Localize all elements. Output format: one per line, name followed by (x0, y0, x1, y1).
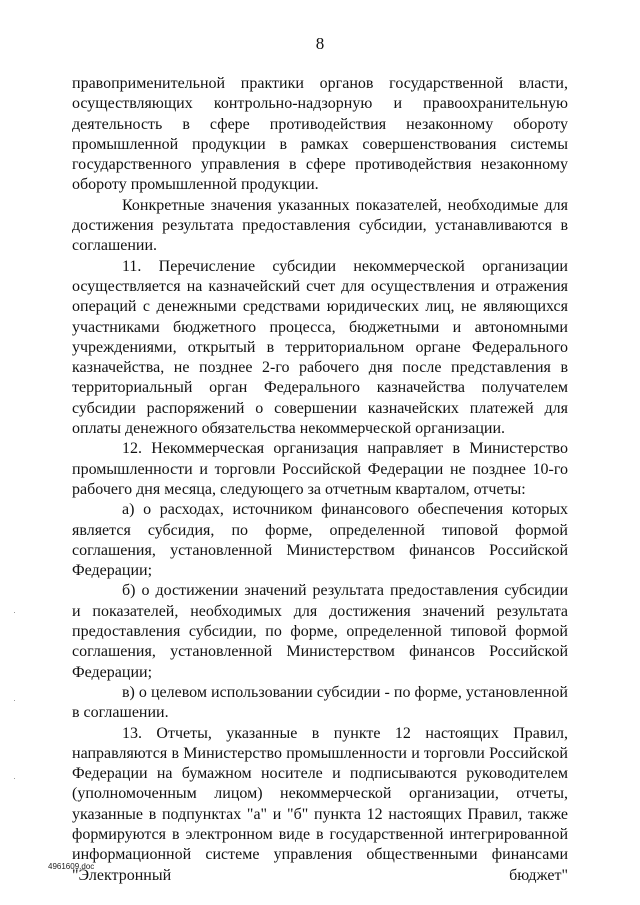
scan-mark (14, 612, 15, 613)
paragraph-clause-11: 11. Перечисление субсидии некоммерческой организации осуществляется на казначейский счет для осуществления и отражения операций с денежными средствами юридических лиц, не являющихся участниками бюджетного процесса, бюджетными и автономными учреждениями, открытый в территориальном органе Федерального казначейства, не позднее 2-го рабочего дня после представления в территориальный орган Федерального казначейства получателем субсидии распоряжений о совершении казначейских платежей для оплаты денежного обязательства некоммерческой организации. (72, 257, 568, 438)
document-file-code: 4961609.doc (48, 862, 95, 871)
paragraph-subclause-v: в) о целевом использовании субсидии - по форме, установленной в соглашении. (72, 683, 568, 722)
scan-mark (14, 778, 15, 779)
paragraph-subclause-b: б) о достижении значений результата предоставления субсидии и показателей, необходимых для достижения значений результата предоставления субсидии, по форме, определенной типовой формой соглашения, установленной Министерством финансов Российской Федерации; (72, 582, 568, 681)
paragraph-clause-13: 13. Отчеты, указанные в пункте 12 настоящих Правил, направляются в Министерство промышленности и торговли Российской Федерации на бумажном носителе и подписываются руководителем (уполномоченным лицом) некоммерческой организации, отчеты, указанные в подпунктах "а" и "б" пункта 12 настоящих Правил, также формируются в электронном виде в государственной интегрированной информационной системе управления общественными финансами "Электронный бюджет" (72, 724, 568, 884)
document-body (72, 74, 568, 886)
paragraph-continuation: правоприменительной практики органов государственной власти, осуществляющих контрольно-надзорную и правоохранительную деятельность в сфере противодействия незаконному обороту промышленной продукции в рамках совершенствования системы государственного управления в сфере противодействия незаконному обороту промышленной продукции. (72, 75, 568, 194)
scan-mark (14, 700, 15, 701)
paragraph-subclause-a: а) о расходах, источником финансового обеспечения которых является субсидия, по форме, определенной типовой формой соглашения, установленной Министерством финансов Российской Федерации; (72, 501, 568, 580)
page-number: 8 (315, 34, 325, 53)
paragraph-indicator-values: Конкретные значения указанных показателей, необходимые для достижения результата предоставления субсидии, устанавливаются в соглашении. (72, 196, 568, 255)
paragraph-clause-12: 12. Некоммерческая организация направляет в Министерство промышленности и торговли Российской Федерации не позднее 10-го рабочего дня месяца, следующего за отчетным кварталом, отчеты: (72, 440, 568, 498)
